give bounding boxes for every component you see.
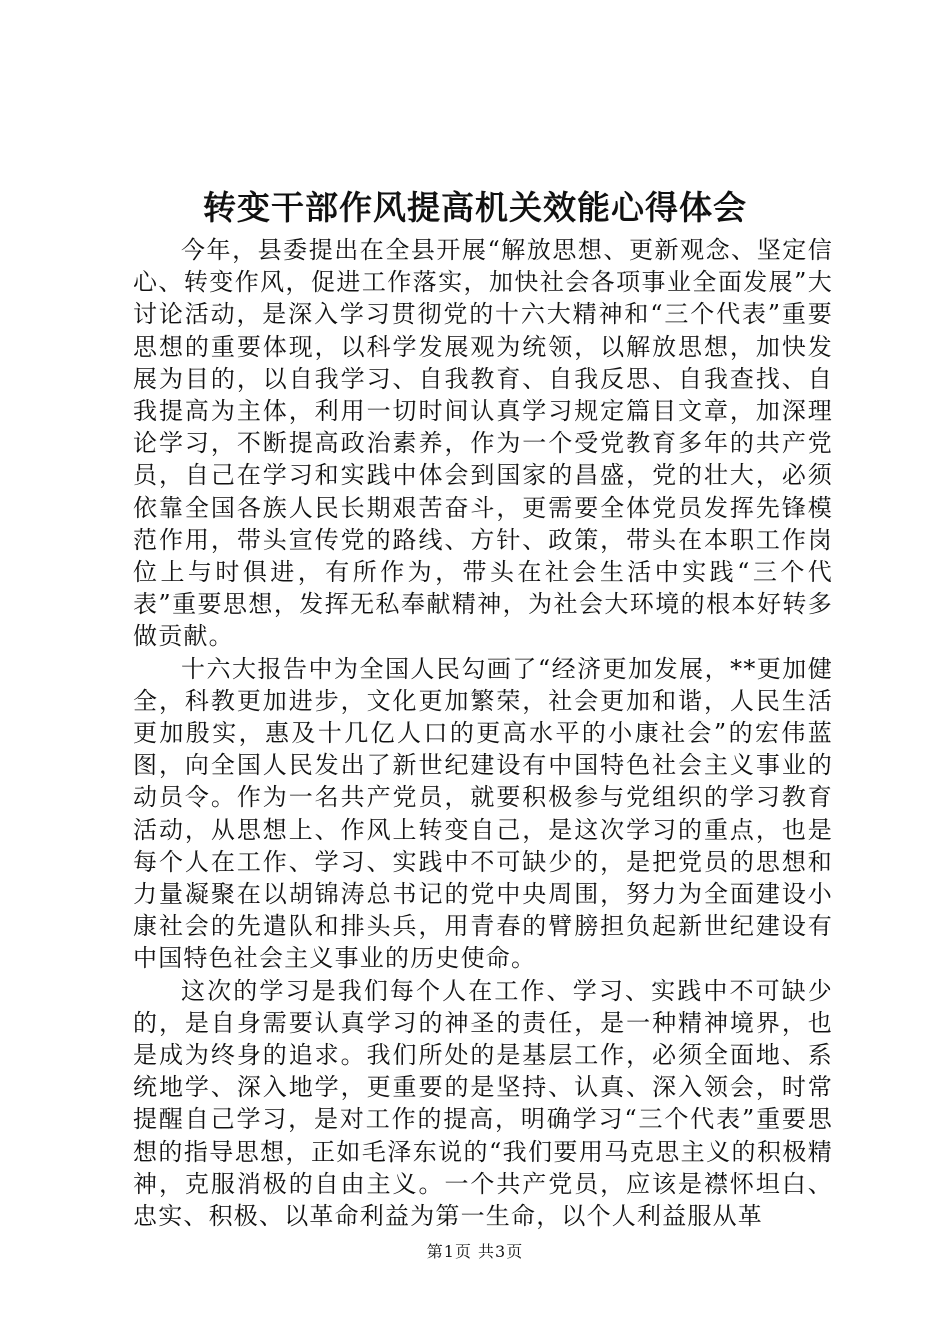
document-body bbox=[133, 234, 833, 1232]
paragraph-3: 这次的学习是我们每个人在工作、学习、实践中不可缺少的，是自身需要认真学习的神圣的责任，是一种精神境界，也是成为终身的追求。我们所处的是基层工作，必须全面地、系统地学、深入地学，更重要的是坚持、认真、深入领会，时常提醒自己学习，是对工作的提高，明确学习“三个代表”重要思想的指导思想，正如毛泽东说的“我们要用马克思主义的积极精神，克服消极的自由主义。一个共产党员，应该是襟怀坦白、忠实、积极、以革命利益为第一生命，以个人利益服从革 bbox=[133, 976, 833, 1231]
page-indicator: 第1页 共3页 bbox=[426, 1242, 524, 1261]
paragraph-1: 今年，县委提出在全县开展“解放思想、更新观念、坚定信心、转变作风，促进工作落实，加快社会各项事业全面发展”大讨论活动，是深入学习贯彻党的十六大精神和“三个代表”重要思想的重要体现，以科学发展观为统领，以解放思想，加快发展为目的，以自我学习、自我教育、自我反思、自我查找、自我提高为主体，利用一切时间认真学习规定篇目文章，加深理论学习，不断提高政治素养，作为一个受党教育多年的共产党员，自己在学习和实践中体会到国家的昌盛，党的壮大，必须依靠全国各族人民长期艰苦奋斗，更需要全体党员发挥先锋模范作用，带头宣传党的路线、方针、政策，带头在本职工作岗位上与时俱进，有所作为，带头在社会生活中实践“三个代表”重要思想，发挥无私奉献精神，为社会大环境的根本好转多做贡献。 bbox=[133, 236, 833, 651]
page-footer bbox=[0, 1242, 950, 1262]
document-title: 转变干部作风提高机关效能心得体会 bbox=[203, 188, 747, 227]
paragraph-2: 十六大报告中为全国人民勾画了“经济更加发展，**更加健全，科教更加进步，文化更加繁荣，社会更加和谐，人民生活更加殷实，惠及十几亿人口的更高水平的小康社会”的宏伟蓝图，向全国人民发出了新世纪建设有中国特色社会主义事业的动员令。作为一名共产党员，就要积极参与党组织的学习教育活动，从思想上、作风上转变自己，是这次学习的重点，也是每个人在工作、学习、实践中不可缺少的，是把党员的思想和力量凝聚在以胡锦涛总书记的党中央周围，努力为全面建设小康社会的先遣队和排头兵，用青春的臂膀担负起新世纪建设有中国特色社会主义事业的历史使命。 bbox=[133, 654, 833, 973]
